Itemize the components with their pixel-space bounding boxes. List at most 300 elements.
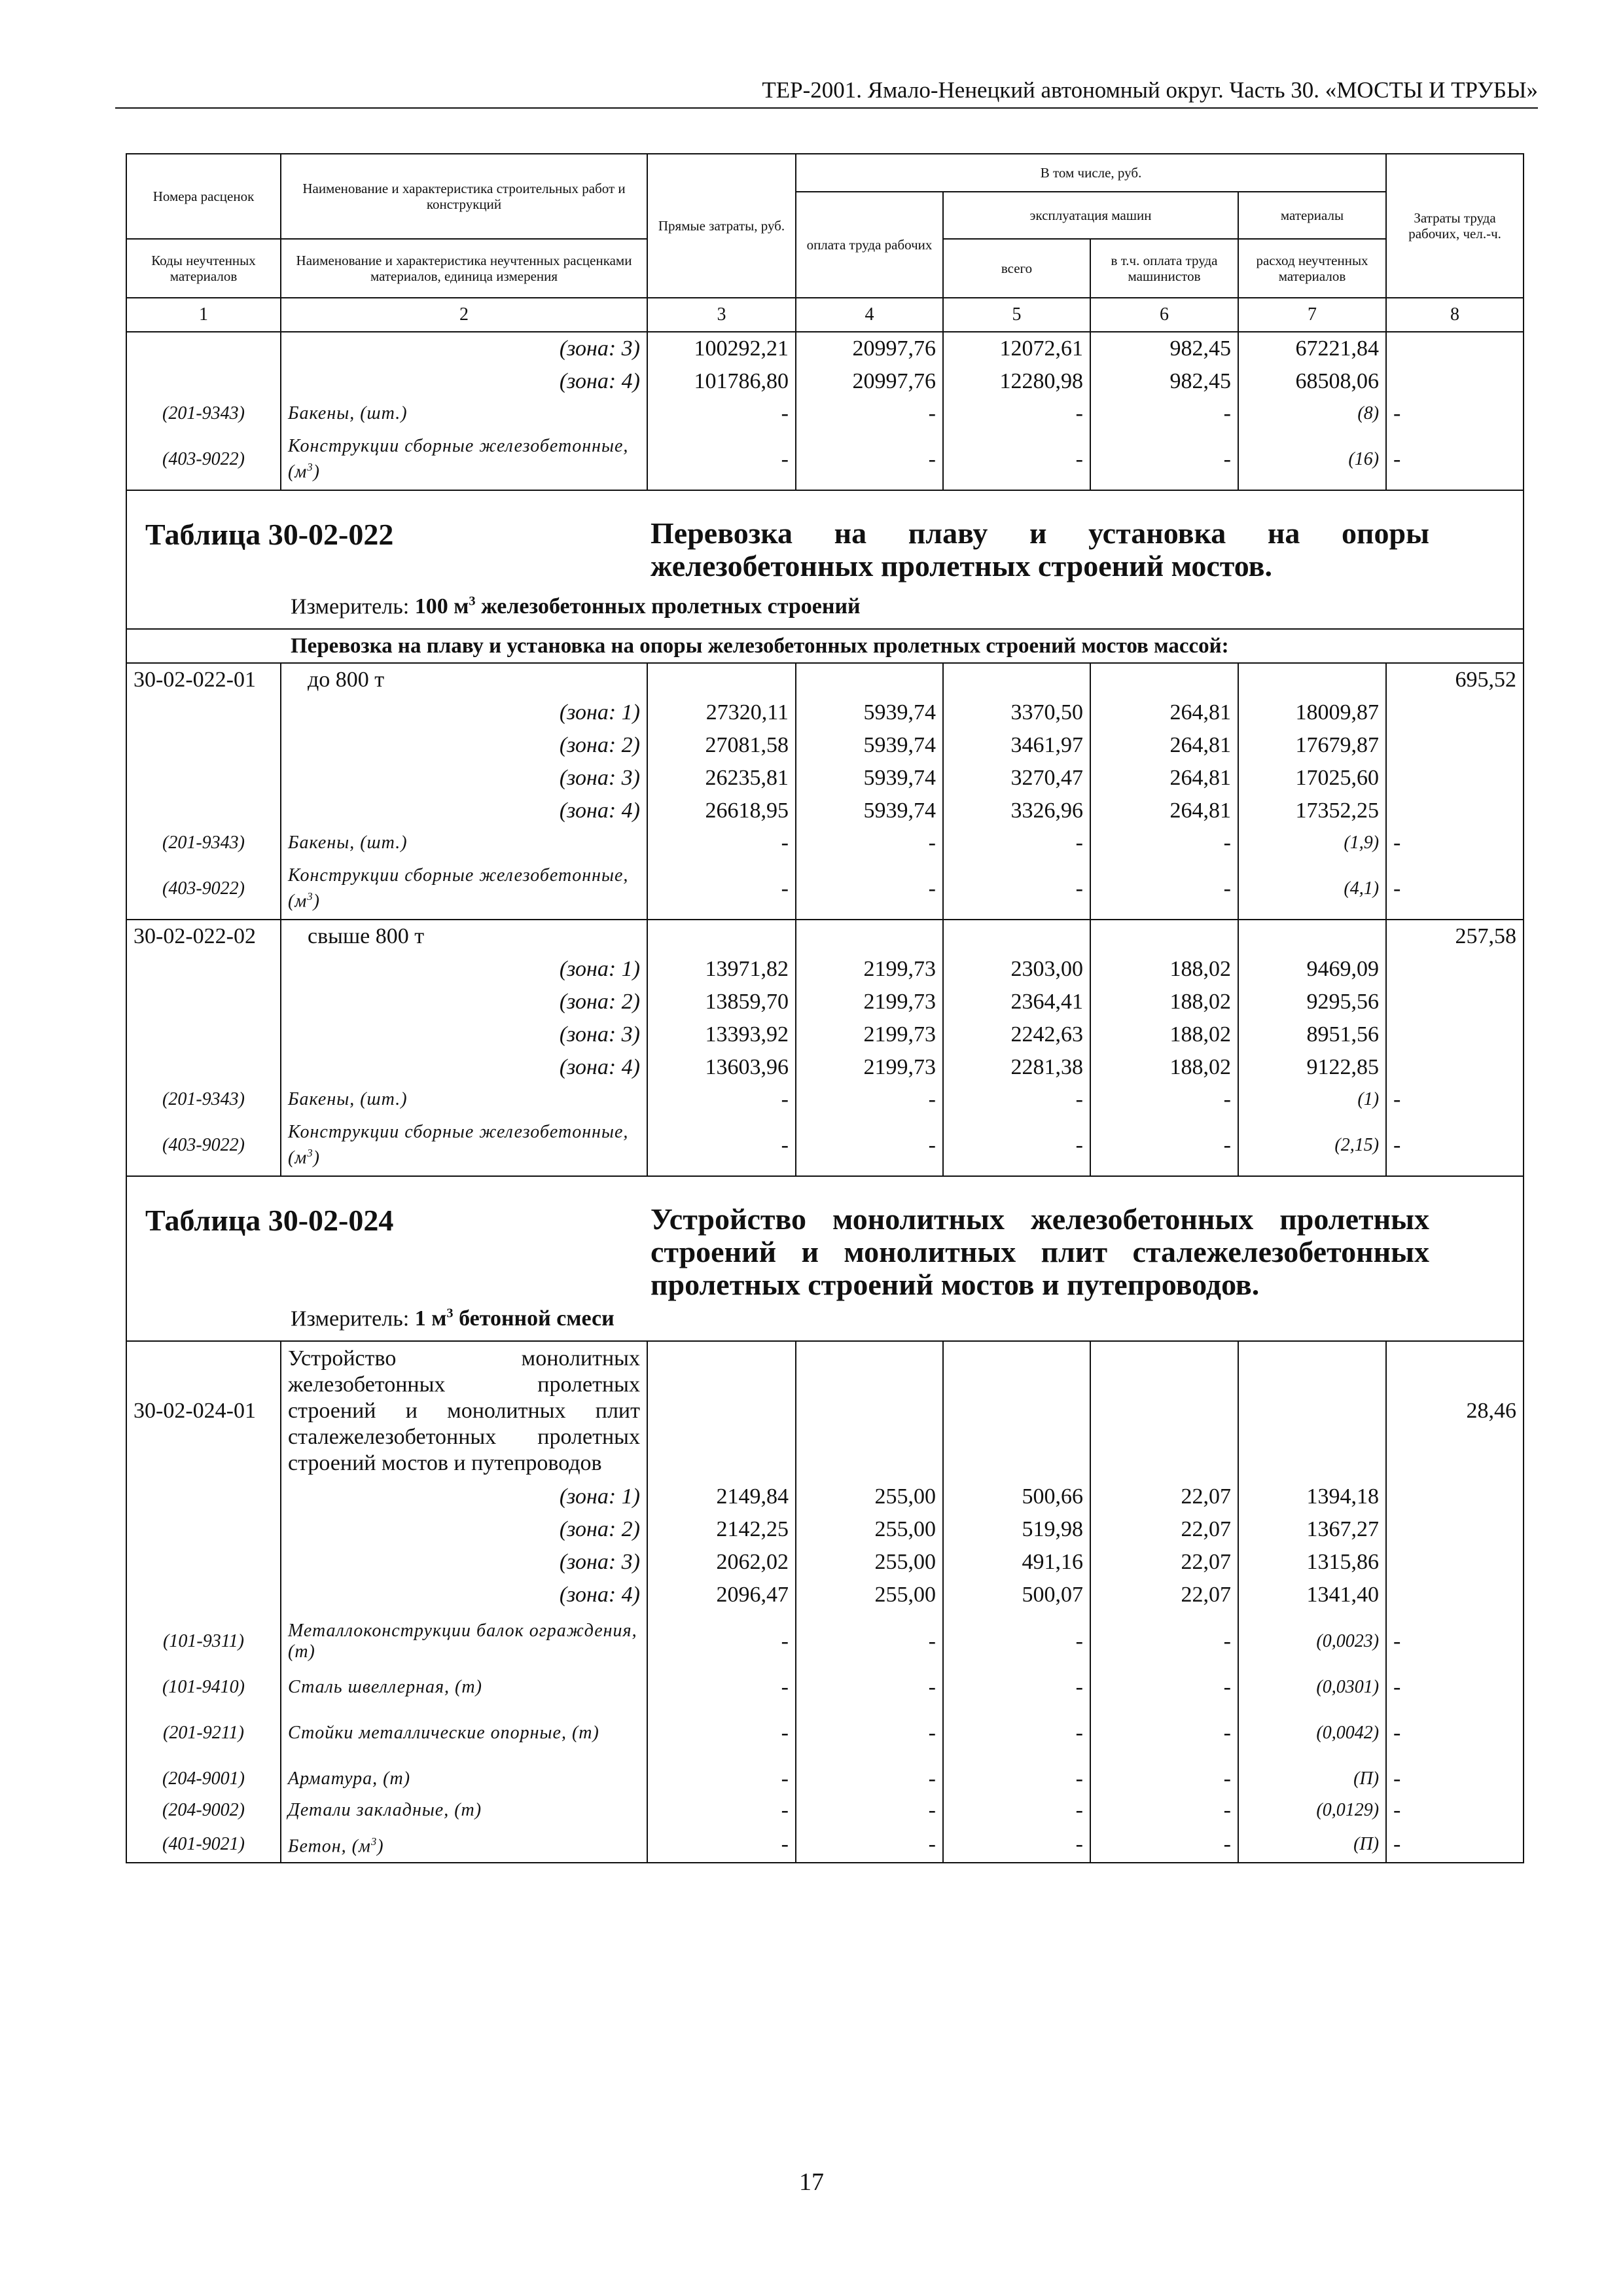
value-cell: 264,81 xyxy=(1090,762,1238,795)
dash-cell: - xyxy=(943,1611,1090,1672)
zone-label: (зона: 1) xyxy=(281,953,647,986)
empty-cell xyxy=(126,986,281,1018)
table-row xyxy=(126,1579,1524,1611)
material-code: (403-9022) xyxy=(126,859,281,920)
value-cell: 2062,02 xyxy=(647,1546,796,1579)
dash-cell: - xyxy=(796,1763,943,1795)
dash-cell: - xyxy=(1090,1611,1238,1672)
value-cell: 2242,63 xyxy=(943,1018,1090,1051)
value-cell: 2149,84 xyxy=(647,1480,796,1513)
dash-cell: - xyxy=(796,1826,943,1863)
empty-cell xyxy=(126,1051,281,1084)
dash-cell: - xyxy=(943,1084,1090,1115)
dash-cell: - xyxy=(943,398,1090,429)
empty-cell xyxy=(126,1579,281,1611)
value-cell: 22,07 xyxy=(1090,1546,1238,1579)
dash-cell: - xyxy=(943,1826,1090,1863)
dash-cell: - xyxy=(1386,429,1524,490)
material-name: Детали закладные, (т) xyxy=(281,1795,647,1826)
material-code: (201-9343) xyxy=(126,1084,281,1115)
table-row xyxy=(126,696,1524,729)
value-cell: 3326,96 xyxy=(943,795,1090,827)
material-code: (204-9002) xyxy=(126,1795,281,1826)
empty-cell xyxy=(126,953,281,986)
empty-cell xyxy=(126,1546,281,1579)
table-row xyxy=(126,1341,1524,1480)
value-cell: 188,02 xyxy=(1090,986,1238,1018)
zone-label: (зона: 4) xyxy=(281,1051,647,1084)
zone-label: (зона: 3) xyxy=(281,1546,647,1579)
dash-cell: - xyxy=(647,1795,796,1826)
value-cell: 22,07 xyxy=(1090,1480,1238,1513)
value-cell: 264,81 xyxy=(1090,795,1238,827)
empty-cell xyxy=(1386,1018,1524,1051)
dash-cell: - xyxy=(1090,1672,1238,1703)
dash-cell: - xyxy=(1090,1795,1238,1826)
table-row xyxy=(126,429,1524,490)
empty-cell xyxy=(647,663,796,696)
table-row xyxy=(126,490,1524,629)
value-cell: 2199,73 xyxy=(796,986,943,1018)
material-code: (201-9343) xyxy=(126,398,281,429)
value-cell: 188,02 xyxy=(1090,953,1238,986)
material-name: Бакены, (шт.) xyxy=(281,398,647,429)
table-row xyxy=(126,1084,1524,1115)
table-number: Таблица 30-02-024 xyxy=(145,1204,394,1237)
empty-cell xyxy=(1386,696,1524,729)
dash-cell: - xyxy=(943,827,1090,859)
col-number: 4 xyxy=(796,298,943,332)
value-cell: 2096,47 xyxy=(647,1579,796,1611)
group-heading: Перевозка на плаву и установка на опоры железобетонных пролетных строений мостов массой: xyxy=(126,629,1524,663)
material-value: (16) xyxy=(1238,429,1386,490)
empty-cell xyxy=(1386,1480,1524,1513)
value-cell: 17679,87 xyxy=(1238,729,1386,762)
empty-cell xyxy=(1386,986,1524,1018)
value-cell: 22,07 xyxy=(1090,1579,1238,1611)
dash-cell: - xyxy=(1090,859,1238,920)
dash-cell: - xyxy=(647,1763,796,1795)
empty-cell xyxy=(126,729,281,762)
rate-code: 30-02-024-01 xyxy=(126,1341,281,1480)
value-cell: 2142,25 xyxy=(647,1513,796,1546)
dash-cell: - xyxy=(1386,1703,1524,1763)
price-table xyxy=(126,153,1524,1863)
value-cell: 5939,74 xyxy=(796,729,943,762)
dash-cell: - xyxy=(1386,1826,1524,1863)
table-row xyxy=(126,795,1524,827)
table-row xyxy=(126,1546,1524,1579)
measure-value: 100 $м^3$ железобетонных пролетных строений xyxy=(414,594,861,619)
zone-label: (зона: 4) xyxy=(281,365,647,398)
empty-cell xyxy=(796,1341,943,1480)
dash-cell: - xyxy=(1090,827,1238,859)
empty-cell xyxy=(1090,663,1238,696)
table-title-block xyxy=(126,1176,1524,1341)
table-row xyxy=(126,1513,1524,1546)
value-cell: 8951,56 xyxy=(1238,1018,1386,1051)
value-cell: 9469,09 xyxy=(1238,953,1386,986)
dash-cell: - xyxy=(1090,1763,1238,1795)
value-cell: 22,07 xyxy=(1090,1513,1238,1546)
value-cell: 3370,50 xyxy=(943,696,1090,729)
dash-cell: - xyxy=(647,1672,796,1703)
col4-header: оплата труда рабочих xyxy=(796,192,943,298)
material-value: (0,0042) xyxy=(1238,1703,1386,1763)
value-cell: 982,45 xyxy=(1090,365,1238,398)
value-cell: 519,98 xyxy=(943,1513,1090,1546)
material-value: (0,0023) xyxy=(1238,1611,1386,1672)
dash-cell: - xyxy=(1386,827,1524,859)
material-code: (401-9021) xyxy=(126,1826,281,1863)
value-cell: 9122,85 xyxy=(1238,1051,1386,1084)
dash-cell: - xyxy=(796,1611,943,1672)
dash-cell: - xyxy=(796,1084,943,1115)
value-cell: 100292,21 xyxy=(647,332,796,365)
value-cell: 26618,95 xyxy=(647,795,796,827)
value-cell: 26235,81 xyxy=(647,762,796,795)
table-row xyxy=(126,1826,1524,1863)
zone-label: (зона: 4) xyxy=(281,795,647,827)
running-header: ТЕР-2001. Ямало-Ненецкий автономный округ. Часть 30. «МОСТЫ И ТРУБЫ» xyxy=(115,73,1538,109)
material-code: (201-9343) xyxy=(126,827,281,859)
empty-cell xyxy=(1090,1341,1238,1480)
value-cell: 255,00 xyxy=(796,1579,943,1611)
material-code: (101-9410) xyxy=(126,1672,281,1703)
col-number: 2 xyxy=(281,298,647,332)
zone-label: (зона: 2) xyxy=(281,1513,647,1546)
page-number: 17 xyxy=(799,2168,824,2196)
dash-cell: - xyxy=(943,1795,1090,1826)
col3-header: Прямые затраты, руб. xyxy=(647,154,796,298)
empty-cell xyxy=(1386,1051,1524,1084)
table-row xyxy=(126,1176,1524,1341)
dash-cell: - xyxy=(1090,398,1238,429)
material-value: (2,15) xyxy=(1238,1115,1386,1176)
table-row xyxy=(126,1703,1524,1763)
empty-cell xyxy=(647,920,796,953)
table-name: Перевозка на плаву и установка на опоры железобетонных пролетных строений мостов. xyxy=(651,516,1429,583)
value-cell: 12280,98 xyxy=(943,365,1090,398)
value-cell: 3270,47 xyxy=(943,762,1090,795)
col6-header: в т.ч. оплата труда машинистов xyxy=(1090,239,1238,298)
value-cell: 255,00 xyxy=(796,1480,943,1513)
empty-cell xyxy=(796,920,943,953)
dash-cell: - xyxy=(647,1611,796,1672)
table-row xyxy=(126,398,1524,429)
material-name: Конструкции сборные железобетонные, $(м^3)$ xyxy=(281,429,647,490)
value-cell: 12072,61 xyxy=(943,332,1090,365)
col-number: 7 xyxy=(1238,298,1386,332)
value-cell: 13971,82 xyxy=(647,953,796,986)
empty-cell xyxy=(943,920,1090,953)
value-cell: 264,81 xyxy=(1090,729,1238,762)
table-row xyxy=(126,1611,1524,1672)
material-code: (101-9311) xyxy=(126,1611,281,1672)
dash-cell: - xyxy=(647,429,796,490)
empty-cell xyxy=(1238,920,1386,953)
labor-cost: 28,46 xyxy=(1386,1341,1524,1480)
material-value: (1,9) xyxy=(1238,827,1386,859)
empty-cell xyxy=(943,663,1090,696)
value-cell: 20997,76 xyxy=(796,332,943,365)
dash-cell: - xyxy=(943,429,1090,490)
incl-header: В том числе, руб. xyxy=(796,154,1386,192)
value-cell: 17352,25 xyxy=(1238,795,1386,827)
col2-bottom-header: Наименование и характеристика неучтенных расценками материалов, единица измерения xyxy=(281,239,647,298)
material-value: (0,0129) xyxy=(1238,1795,1386,1826)
machines-header: эксплуатация машин xyxy=(943,192,1238,239)
col2-top-header: Наименование и характеристика строительных работ и конструкций xyxy=(281,154,647,239)
dash-cell: - xyxy=(796,429,943,490)
empty-cell xyxy=(1386,332,1524,365)
table-row xyxy=(126,663,1524,696)
dash-cell: - xyxy=(647,827,796,859)
table-row xyxy=(126,1018,1524,1051)
value-cell: 13603,96 xyxy=(647,1051,796,1084)
labor-cost: 257,58 xyxy=(1386,920,1524,953)
dash-cell: - xyxy=(647,1703,796,1763)
empty-cell xyxy=(126,795,281,827)
dash-cell: - xyxy=(796,827,943,859)
value-cell: 13859,70 xyxy=(647,986,796,1018)
material-name: Конструкции сборные железобетонные, $(м^3)$ xyxy=(281,859,647,920)
materials-header: материалы xyxy=(1238,192,1386,239)
table-title-block xyxy=(126,490,1524,629)
table-row xyxy=(126,365,1524,398)
value-cell: 264,81 xyxy=(1090,696,1238,729)
value-cell: 2303,00 xyxy=(943,953,1090,986)
material-value: (П) xyxy=(1238,1826,1386,1863)
dash-cell: - xyxy=(647,1826,796,1863)
empty-cell xyxy=(1090,920,1238,953)
table-row xyxy=(126,762,1524,795)
labor-cost: 695,52 xyxy=(1386,663,1524,696)
value-cell: 1367,27 xyxy=(1238,1513,1386,1546)
value-cell: 17025,60 xyxy=(1238,762,1386,795)
dash-cell: - xyxy=(796,1115,943,1176)
dash-cell: - xyxy=(1386,859,1524,920)
zone-label: (зона: 1) xyxy=(281,1480,647,1513)
measure-label: Измеритель: xyxy=(291,1306,410,1331)
empty-cell xyxy=(126,696,281,729)
rate-name: Устройство монолитных железобетонных пролетных строений и монолитных плит сталежелезобетонных пролетных строений мостов и путепроводов xyxy=(281,1341,647,1480)
dash-cell: - xyxy=(1090,1703,1238,1763)
empty-cell xyxy=(943,1341,1090,1480)
material-name: Стойки металлические опорные, (т) xyxy=(281,1703,647,1763)
table-name: Устройство монолитных железобетонных пролетных строений и монолитных плит сталежелезобетонных пролетных строений мостов и путепроводов. xyxy=(651,1202,1429,1301)
table-row xyxy=(126,1115,1524,1176)
table-row xyxy=(126,629,1524,663)
dash-cell: - xyxy=(1386,1672,1524,1703)
dash-cell: - xyxy=(1090,429,1238,490)
dash-cell: - xyxy=(796,398,943,429)
material-code: (204-9001) xyxy=(126,1763,281,1795)
table-row xyxy=(126,1672,1524,1703)
dash-cell: - xyxy=(647,1115,796,1176)
dash-cell: - xyxy=(943,1763,1090,1795)
zone-label: (зона: 3) xyxy=(281,1018,647,1051)
dash-cell: - xyxy=(1386,1084,1524,1115)
zone-label: (зона: 2) xyxy=(281,986,647,1018)
col-number: 1 xyxy=(126,298,281,332)
table-row xyxy=(126,953,1524,986)
value-cell: 101786,80 xyxy=(647,365,796,398)
value-cell: 255,00 xyxy=(796,1546,943,1579)
zone-label: (зона: 2) xyxy=(281,729,647,762)
material-code: (201-9211) xyxy=(126,1703,281,1763)
rate-name: до 800 т xyxy=(281,663,647,696)
material-name: Бакены, (шт.) xyxy=(281,827,647,859)
zone-label: (зона: 3) xyxy=(281,762,647,795)
empty-cell xyxy=(796,663,943,696)
empty-cell xyxy=(126,1018,281,1051)
zone-label: (зона: 3) xyxy=(281,332,647,365)
material-code: (403-9022) xyxy=(126,429,281,490)
value-cell: 500,07 xyxy=(943,1579,1090,1611)
dash-cell: - xyxy=(647,859,796,920)
value-cell: 20997,76 xyxy=(796,365,943,398)
dash-cell: - xyxy=(1386,1611,1524,1672)
value-cell: 491,16 xyxy=(943,1546,1090,1579)
empty-cell xyxy=(1386,1513,1524,1546)
table-row xyxy=(126,920,1524,953)
value-cell: 67221,84 xyxy=(1238,332,1386,365)
rate-name: свыше 800 т xyxy=(281,920,647,953)
col1-bottom-header: Коды неучтенных материалов xyxy=(126,239,281,298)
empty-cell xyxy=(126,1480,281,1513)
dash-cell: - xyxy=(647,398,796,429)
table-row xyxy=(126,729,1524,762)
value-cell: 5939,74 xyxy=(796,696,943,729)
value-cell: 3461,97 xyxy=(943,729,1090,762)
col8-header: Затраты труда рабочих, чел.-ч. xyxy=(1386,154,1524,298)
empty-cell xyxy=(1386,729,1524,762)
value-cell: 1315,86 xyxy=(1238,1546,1386,1579)
empty-cell xyxy=(1386,1579,1524,1611)
value-cell: 5939,74 xyxy=(796,762,943,795)
empty-cell xyxy=(1238,663,1386,696)
value-cell: 188,02 xyxy=(1090,1051,1238,1084)
value-cell: 27081,58 xyxy=(647,729,796,762)
empty-cell xyxy=(126,762,281,795)
dash-cell: - xyxy=(943,1672,1090,1703)
value-cell: 5939,74 xyxy=(796,795,943,827)
material-name: Бетон, $(м^3)$ xyxy=(281,1826,647,1863)
empty-cell xyxy=(647,1341,796,1480)
material-value: (8) xyxy=(1238,398,1386,429)
dash-cell: - xyxy=(1090,1084,1238,1115)
value-cell: 18009,87 xyxy=(1238,696,1386,729)
table-row xyxy=(126,1480,1524,1513)
dash-cell: - xyxy=(943,1703,1090,1763)
zone-label: (зона: 4) xyxy=(281,1579,647,1611)
material-value: (0,0301) xyxy=(1238,1672,1386,1703)
col-number: 8 xyxy=(1386,298,1524,332)
value-cell: 982,45 xyxy=(1090,332,1238,365)
dash-cell: - xyxy=(1090,1115,1238,1176)
dash-cell: - xyxy=(796,1795,943,1826)
value-cell: 68508,06 xyxy=(1238,365,1386,398)
material-name: Бакены, (шт.) xyxy=(281,1084,647,1115)
empty-cell xyxy=(126,365,281,398)
dash-cell: - xyxy=(796,859,943,920)
empty-cell xyxy=(1238,1341,1386,1480)
measure-value: 1 $м^3$ бетонной смеси xyxy=(414,1306,615,1331)
col-number: 5 xyxy=(943,298,1090,332)
value-cell: 2199,73 xyxy=(796,1051,943,1084)
value-cell: 27320,11 xyxy=(647,696,796,729)
dash-cell: - xyxy=(1386,1763,1524,1795)
value-cell: 1394,18 xyxy=(1238,1480,1386,1513)
zone-label: (зона: 1) xyxy=(281,696,647,729)
col5-header: всего xyxy=(943,239,1090,298)
empty-cell xyxy=(1386,365,1524,398)
value-cell: 9295,56 xyxy=(1238,986,1386,1018)
value-cell: 2364,41 xyxy=(943,986,1090,1018)
col-number: 3 xyxy=(647,298,796,332)
dash-cell: - xyxy=(943,1115,1090,1176)
dash-cell: - xyxy=(1090,1826,1238,1863)
value-cell: 13393,92 xyxy=(647,1018,796,1051)
measure-label: Измеритель: xyxy=(291,594,410,619)
material-code: (403-9022) xyxy=(126,1115,281,1176)
table-row xyxy=(126,332,1524,365)
dash-cell: - xyxy=(647,1084,796,1115)
dash-cell: - xyxy=(1386,1115,1524,1176)
dash-cell: - xyxy=(943,859,1090,920)
material-name: Сталь швеллерная, (т) xyxy=(281,1672,647,1703)
empty-cell xyxy=(126,1513,281,1546)
table-row xyxy=(126,1795,1524,1826)
dash-cell: - xyxy=(1386,398,1524,429)
col-number: 6 xyxy=(1090,298,1238,332)
empty-cell xyxy=(1386,795,1524,827)
table-number: Таблица 30-02-022 xyxy=(145,518,394,551)
table-row xyxy=(126,1051,1524,1084)
material-value: (1) xyxy=(1238,1084,1386,1115)
empty-cell xyxy=(126,332,281,365)
rate-code: 30-02-022-02 xyxy=(126,920,281,953)
material-name: Конструкции сборные железобетонные, $(м^3)$ xyxy=(281,1115,647,1176)
material-value: (П) xyxy=(1238,1763,1386,1795)
value-cell: 188,02 xyxy=(1090,1018,1238,1051)
value-cell: 2281,38 xyxy=(943,1051,1090,1084)
table-row xyxy=(126,859,1524,920)
measure-line xyxy=(291,594,861,619)
dash-cell: - xyxy=(796,1703,943,1763)
empty-cell xyxy=(1386,953,1524,986)
table-row xyxy=(126,986,1524,1018)
dash-cell: - xyxy=(796,1672,943,1703)
empty-cell xyxy=(1386,1546,1524,1579)
value-cell: 500,66 xyxy=(943,1480,1090,1513)
empty-cell xyxy=(1386,762,1524,795)
table-row xyxy=(126,827,1524,859)
col7-header: расход неучтенных материалов xyxy=(1238,239,1386,298)
value-cell: 255,00 xyxy=(796,1513,943,1546)
col1-top-header: Номера расценок xyxy=(126,154,281,239)
material-name: Металлоконструкции балок ограждения, (т) xyxy=(281,1611,647,1672)
material-value: (4,1) xyxy=(1238,859,1386,920)
value-cell: 1341,40 xyxy=(1238,1579,1386,1611)
table-row xyxy=(126,1763,1524,1795)
rate-code: 30-02-022-01 xyxy=(126,663,281,696)
value-cell: 2199,73 xyxy=(796,1018,943,1051)
material-name: Арматура, (т) xyxy=(281,1763,647,1795)
value-cell: 2199,73 xyxy=(796,953,943,986)
dash-cell: - xyxy=(1386,1795,1524,1826)
